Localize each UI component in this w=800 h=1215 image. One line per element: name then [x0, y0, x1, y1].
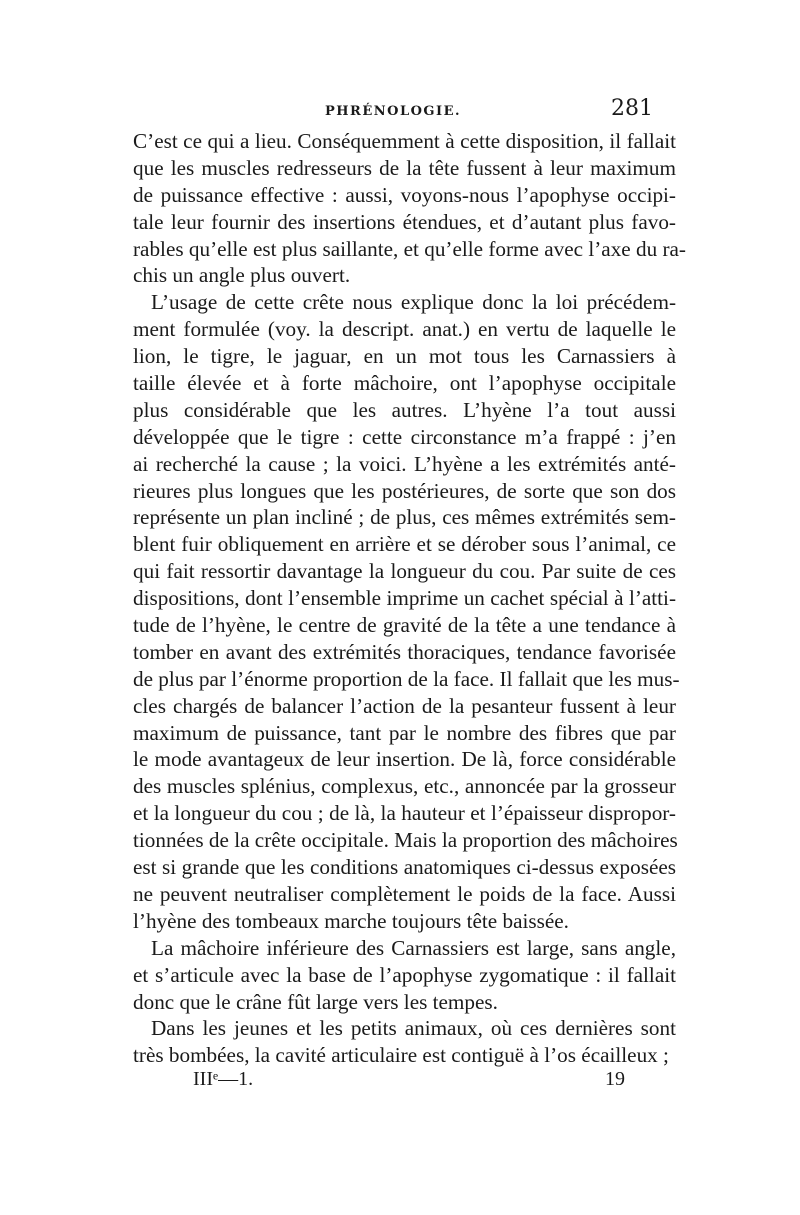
text-line: est si grande que les conditions anatomiques ci-dessus exposées — [133, 855, 676, 880]
paragraph — [133, 1015, 676, 1069]
text-line: blent fuir obliquement en arrière et se dérober sous l’animal, ce — [133, 532, 676, 557]
text-line: cles chargés de balancer l’action de la pesanteur fussent à leur — [133, 693, 676, 718]
text-line: représente un plan incliné ; de plus, ces mêmes extrémités sem- — [133, 505, 676, 530]
text-line: maximum de puissance, tant par le nombre des fibres que par — [133, 720, 676, 745]
text-line: lion, le tigre, le jaguar, en un mot tous les Carnassiers à — [133, 344, 676, 369]
text-line: chis un angle plus ouvert. — [133, 263, 351, 288]
text-line: ne peuvent neutraliser complètement le poids de la face. Aussi — [133, 881, 676, 906]
text-line: rieures plus longues que les postérieures, de sorte que son dos — [133, 478, 676, 503]
text-line: plus considérable que les autres. L’hyène l’a tout aussi — [133, 397, 676, 422]
text-line: tomber en avant des extrémités thoraciques, tendance favorisée — [133, 639, 676, 664]
text-line: ai recherché la cause ; la voici. L’hyène a les extrémités anté- — [133, 451, 676, 476]
body-text — [133, 128, 686, 1069]
text-line: taille élevée et à forte mâchoire, ont l’apophyse occipitale — [133, 371, 676, 396]
signature-number: 19 — [605, 1068, 625, 1090]
running-title: PHRÉNOLOGIE. — [324, 104, 462, 119]
text-line: donc que le crâne fût large vers les tempes. — [133, 989, 498, 1014]
text-line: développée que le tigre : cette circonstance m’a frappé : j’en — [133, 424, 676, 449]
text-line: tale leur fournir des insertions étendues, et d’autant plus favo- — [133, 209, 676, 234]
text-line: et la longueur du cou ; de là, la hauteur et l’épaisseur dispropor- — [133, 801, 676, 826]
text-line: tude de l’hyène, le centre de gravité de la tête a une tendance à — [133, 613, 676, 638]
text-line: de puissance effective : aussi, voyons-nous l’apophyse occipi- — [133, 182, 676, 207]
text-line: tionnées de la crête occipitale. Mais la proportion des mâchoires — [133, 828, 678, 853]
paragraph — [133, 128, 686, 289]
text-line: et s’articule avec la base de l’apophyse zygomatique : il fallait — [133, 962, 676, 987]
text-line: de plus par l’énorme proportion de la face. Il fallait que les mus- — [133, 666, 680, 691]
text-line: qui fait ressortir davantage la longueur du cou. Par suite de ces — [133, 559, 676, 584]
running-head — [133, 96, 653, 126]
text-line: l’hyène des tombeaux marche toujours tête baissée. — [133, 908, 569, 933]
text-line: très bombées, la cavité articulaire est contiguë à l’os écailleux ; — [133, 1043, 669, 1068]
text-line: des muscles splénius, complexus, etc., annoncée par la grosseur — [133, 774, 676, 799]
text-line: rables qu’elle est plus saillante, et qu’elle forme avec l’axe du ra- — [133, 236, 686, 261]
text-line: dispositions, dont l’ensemble imprime un cachet spécial à l’atti- — [133, 586, 676, 611]
text-line: le mode avantageux de leur insertion. De là, force considérable — [133, 747, 676, 772]
text-line: Dans les jeunes et les petits animaux, où ces dernières sont — [151, 1016, 676, 1041]
page-number: 281 — [611, 96, 653, 121]
text-line: que les muscles redresseurs de la tête fussent à leur maximum — [133, 155, 676, 180]
text-line: C’est ce qui a lieu. Conséquemment à cette disposition, il fallait — [133, 129, 676, 153]
paragraph — [133, 289, 680, 934]
printer-signature: IIIᵉ—1. — [193, 1068, 254, 1090]
text-line: La mâchoire inférieure des Carnassiers est large, sans angle, — [151, 935, 676, 960]
text-line: L’usage de cette crête nous explique donc la loi précédem- — [151, 290, 676, 315]
text-line: ment formulée (voy. la descript. anat.) en vertu de laquelle le — [133, 317, 676, 342]
page-footer — [133, 1068, 676, 1098]
paragraph — [133, 935, 676, 1016]
